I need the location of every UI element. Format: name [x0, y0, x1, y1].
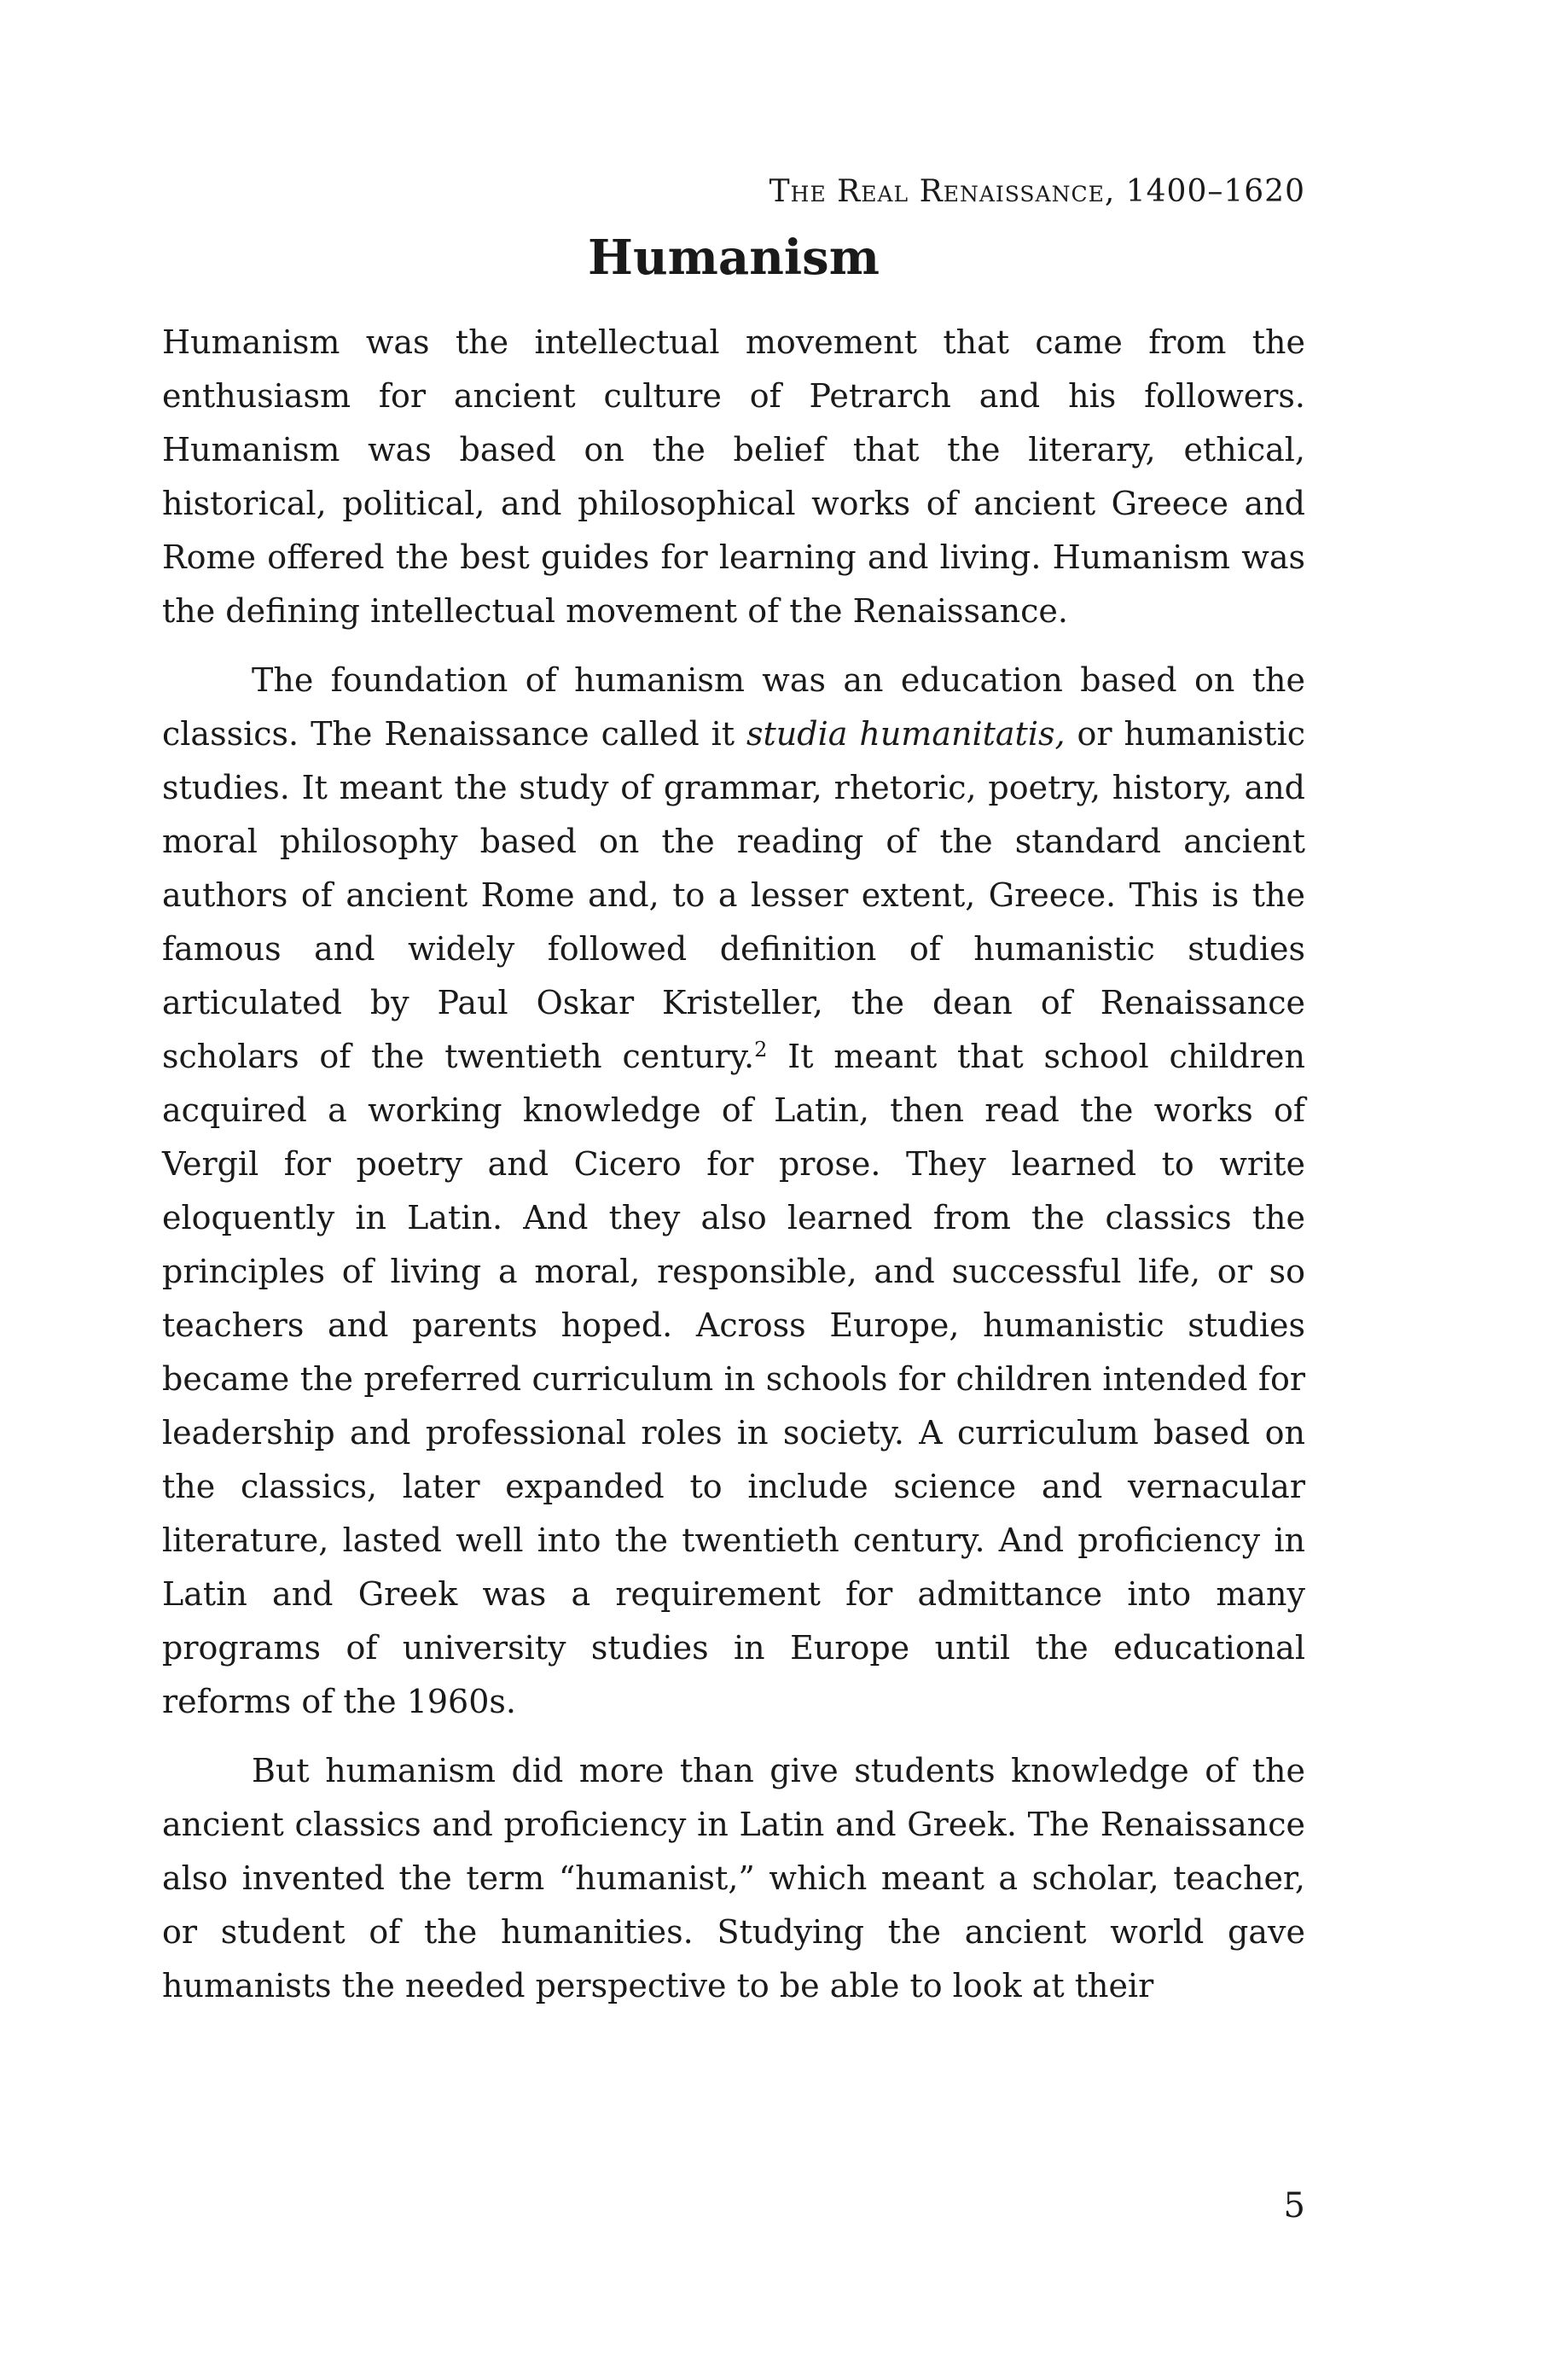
paragraph-2-text-b: or humanistic studies. It meant the study of grammar, rhetoric, poetry, history, and moral philosophy based on the reading of the standard ancient authors of ancient Rome and, to a lesser extent, Greece. This is the famous and widely followed definition of humanistic studies articulated by Paul Oskar Kristeller, the dean of Renaissance scholars of the twentieth century. — [162, 715, 1306, 1075]
running-head: The Real Renaissance, 1400–1620 — [769, 174, 1305, 209]
paragraph-2-text-c: It meant that school children acquired a working knowledge of Latin, then read the works of Vergil for poetry and Cicero for prose. They learned to write eloquently in Latin. And they also learned from the classics the principles of living a moral, responsible, and successful life, or so teachers and parents hoped. Across Europe, humanistic studies became the preferred curriculum in schools for children intended for leadership and professional roles in society. A curriculum based on the classics, later expanded to include science and vernacular literature, lasted well into the twentieth century. And proficiency in Latin and Greek was a requirement for admittance into many programs of university studies in Europe until the educational reforms of the 1960s. — [162, 1038, 1306, 1720]
paragraph-2-text-a: The foundation of humanism was an education based on the classics. The Renaissance called it — [162, 661, 1305, 753]
footnote-reference[interactable]: 2 — [754, 1038, 768, 1062]
book-page — [162, 171, 1305, 2013]
paragraph-1: Humanism was the intellectual movement that came from the enthusiasm for ancient culture of Petrarch and his followers. Humanism was based on the belief that the literary, ethical, historical, political, and philosophical works of ancient Greece and Rome offered the best guides for learning and living. Humanism was the defining intellectual movement of the Renaissance. — [162, 323, 1305, 630]
paragraph-2 — [162, 654, 1305, 1729]
paragraph-3: But humanism did more than give students knowledge of the ancient classics and proficiency in Latin and Greek. The Renaissance also invented the term “humanist,” which meant a scholar, teacher, or student of the humanities. Studying the ancient world gave humanists the needed perspective to be able to look at their — [162, 1752, 1305, 2004]
latin-term: studia humanitatis, — [746, 715, 1066, 753]
section-title: Humanism — [588, 230, 880, 286]
page-number: 5 — [1283, 2186, 1305, 2225]
